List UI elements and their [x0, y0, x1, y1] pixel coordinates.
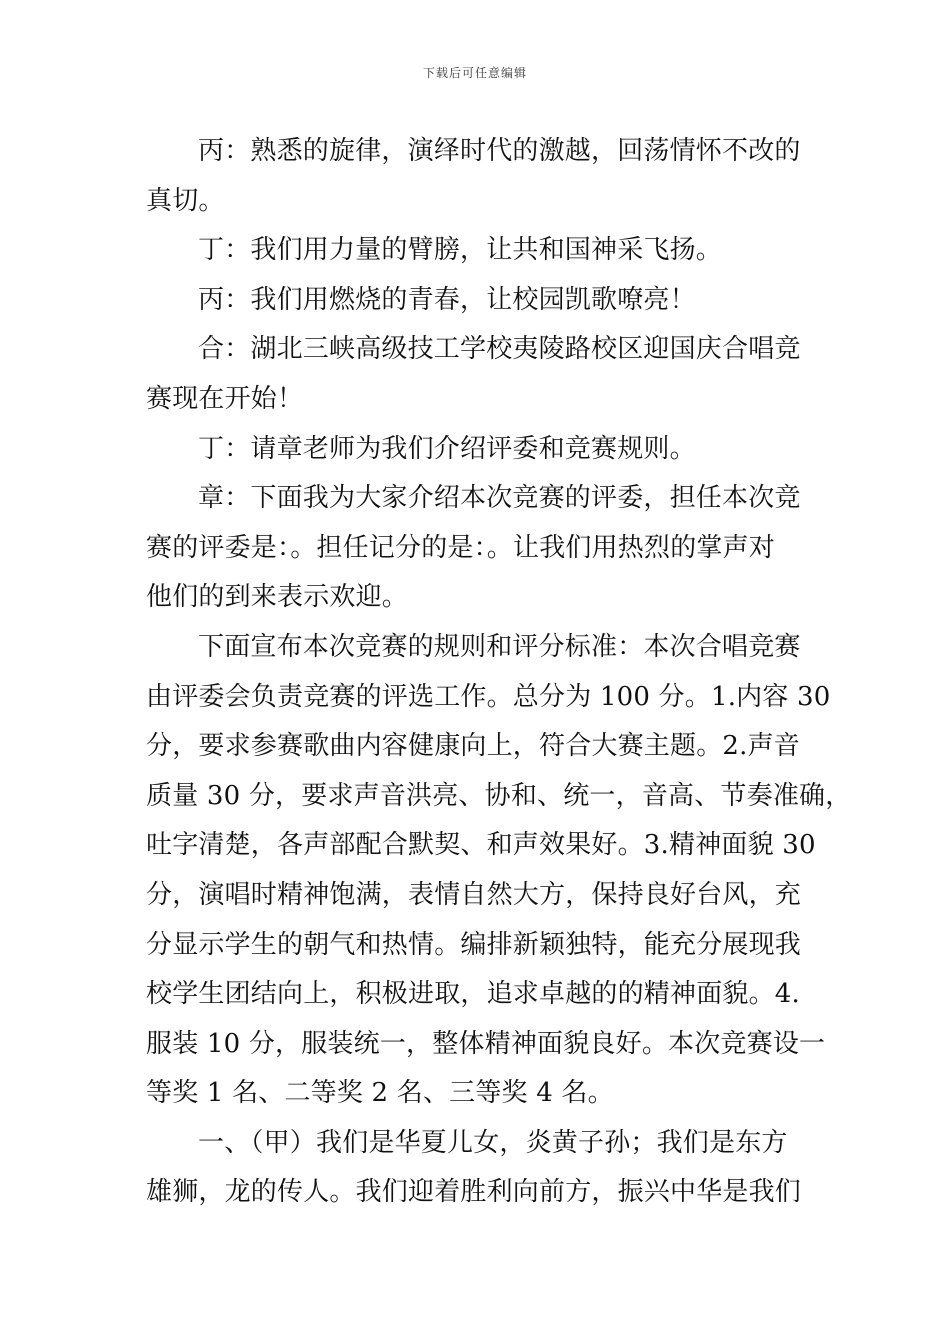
text-line: 真切。	[146, 185, 225, 216]
text-line: 雄狮，龙的传人。我们迎着胜利向前方，振兴中华是我们	[146, 1177, 802, 1208]
text-line: 吐字清楚，各声部配合默契、和声效果好。3.精神面貌 30	[146, 830, 816, 861]
text-line: 丙：熟悉的旋律，演绎时代的激越，回荡情怀不改的	[198, 136, 801, 166]
document-body	[146, 127, 852, 1218]
text-line: 分显示学生的朝气和热情。编排新颖独特，能充分展现我	[146, 929, 802, 960]
text-line: 等奖 1 名、二等奖 2 名、三等奖 4 名。	[146, 1078, 614, 1109]
text-line: 丙：我们用燃烧的青春，让校园凯歌嘹亮！	[198, 284, 696, 315]
text-line: 合：湖北三峡高级技工学校夷陵路校区迎国庆合唱竞	[198, 334, 801, 365]
text-line: 他们的到来表示欢迎。	[146, 582, 409, 613]
page-header: 下载后可任意编辑	[422, 66, 527, 80]
text-line: 质量 30 分，要求声音洪亮、协和、统一，音高、节奏准确，	[146, 780, 852, 811]
text-line: 分，要求参赛歌曲内容健康向上，符合大赛主题。2.声音	[146, 731, 801, 762]
text-line: 服装 10 分，服装统一，整体精神面貌良好。本次竞赛设一	[146, 1028, 826, 1059]
text-line: 丁：我们用力量的臂膀，让共和国神采飞扬。	[198, 235, 723, 266]
text-line: 由评委会负责竞赛的评选工作。总分为 100 分。1.内容 30	[146, 681, 831, 712]
text-line: 章：下面我为大家介绍本次竞赛的评委，担任本次竞	[198, 483, 801, 514]
text-line: 赛现在开始！	[146, 383, 304, 414]
text-line: 丁：请章老师为我们介绍评委和竞赛规则。	[198, 433, 696, 464]
text-line: 赛的评委是：。担任记分的是：。让我们用热烈的掌声对	[146, 532, 776, 563]
text-line: 分，演唱时精神饱满，表情自然大方，保持良好台风，充	[146, 879, 802, 910]
text-line: 一、（甲）我们是华夏儿女，炎黄子孙；我们是东方	[198, 1127, 788, 1158]
text-line: 校学生团结向上，积极进取，追求卓越的的精神面貌。4.	[146, 979, 801, 1010]
text-line: 下面宣布本次竞赛的规则和评分标准：本次合唱竞赛	[198, 631, 801, 662]
